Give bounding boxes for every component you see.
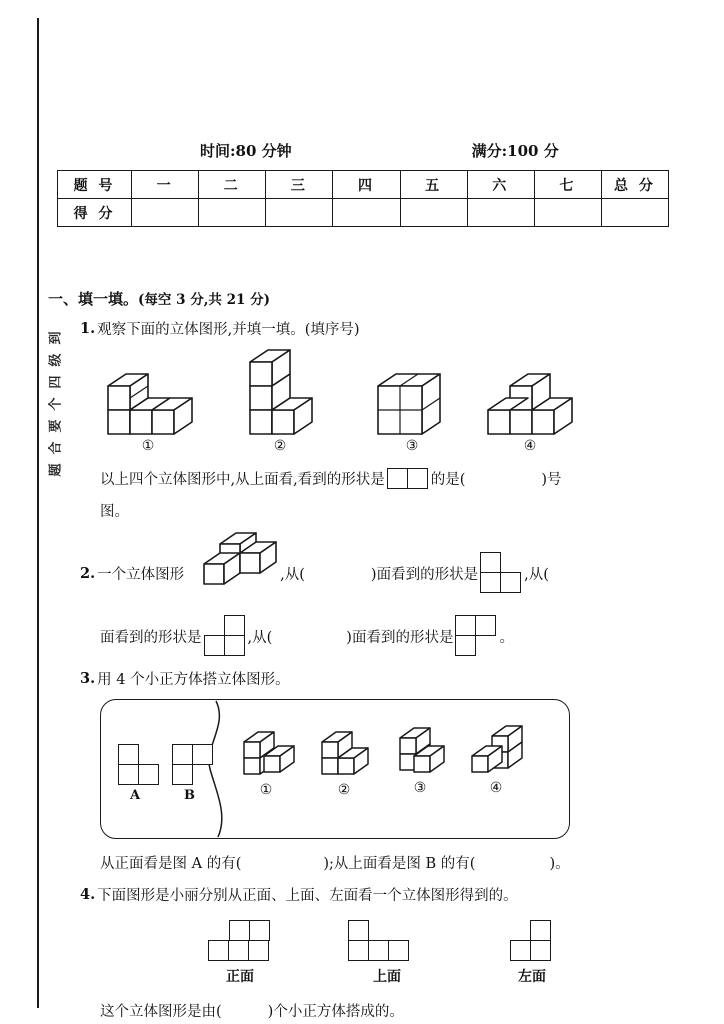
question-4-closing-line	[100, 1000, 404, 1021]
section-1-title-sub: (每空 3 分,共 21 分)	[138, 292, 270, 308]
cell	[228, 940, 249, 961]
q2-view-shape-3	[455, 615, 497, 657]
score-cell-2[interactable]	[199, 199, 266, 227]
q2-solid-figure	[196, 528, 292, 594]
left-margin-rule	[37, 18, 39, 1008]
cell	[224, 615, 245, 636]
q3-flat-label-A: A	[130, 788, 141, 803]
question-2-t3: )面看到的形状是	[370, 566, 479, 583]
q2-view-shape-2	[204, 615, 246, 657]
question-2-t1: 一个立体图形	[97, 566, 185, 583]
q1-figure-2	[238, 348, 358, 454]
cell	[208, 940, 229, 961]
q3-solid-figure-3	[392, 722, 458, 796]
score-cell-1[interactable]	[132, 199, 199, 227]
question-1-number: 1.	[80, 320, 96, 337]
q3-solid-label-3: ③	[413, 780, 427, 796]
question-4-number: 4.	[80, 886, 96, 903]
question-2-t7: )面看到的形状是	[346, 629, 454, 646]
cell	[455, 635, 476, 656]
question-1-prompt-d: 图。	[100, 504, 129, 520]
q3-solid-figure-2	[318, 728, 380, 798]
question-2-number: 2.	[80, 564, 96, 582]
cell	[192, 744, 213, 765]
question-1-prompt-line1	[100, 468, 562, 489]
cell	[204, 635, 225, 656]
q1-figure-4-label: ④	[523, 438, 537, 454]
row-label-score: 得 分	[58, 199, 132, 227]
q1-figure-2-label: ②	[273, 438, 287, 454]
q3-solid-label-4: ④	[489, 780, 503, 796]
question-2-line2	[100, 615, 514, 657]
q2-view-shape-1	[480, 552, 522, 594]
col-1: 一	[132, 171, 199, 199]
question-2-t5: 面看到的形状是	[100, 629, 202, 646]
cell	[348, 920, 369, 941]
question-1-prompt-b: 的是(	[430, 472, 466, 488]
cell	[229, 920, 250, 941]
cell	[172, 744, 193, 765]
section-1-title-main: 一、填一填。	[48, 290, 139, 308]
question-2-t2: ,从(	[280, 566, 305, 583]
score-cell-4[interactable]	[333, 199, 400, 227]
question-4-stem	[80, 884, 518, 905]
cell	[530, 920, 551, 941]
cell	[455, 615, 476, 636]
question-3-answer-line	[100, 852, 570, 873]
cell	[368, 940, 389, 961]
q3-solid-figure-1	[240, 728, 300, 798]
q4-view-caption-left: 左面	[518, 969, 546, 985]
q4-view-top-shape	[348, 920, 412, 963]
cell	[475, 615, 496, 636]
q3-flat-shape-B	[172, 744, 234, 786]
question-3-number: 3.	[80, 670, 96, 687]
q1-top-view-shape	[387, 468, 429, 489]
q4-view-left-shape	[510, 920, 553, 963]
score-cell-7[interactable]	[534, 199, 601, 227]
cell	[388, 940, 409, 961]
question-1-prompt-c: )号	[541, 472, 562, 488]
cell	[118, 764, 139, 785]
q4-view-front-shape	[208, 920, 272, 963]
cell	[480, 572, 501, 593]
score-cell-3[interactable]	[266, 199, 333, 227]
score-cell-5[interactable]	[400, 199, 467, 227]
cell	[138, 764, 159, 785]
exam-full-score: 满分:100 分	[471, 142, 559, 160]
row-label-question-no: 题 号	[58, 171, 132, 199]
table-row-scores	[58, 199, 669, 227]
section-1-title	[48, 288, 270, 309]
q3-flat-label-B: B	[184, 788, 195, 803]
q1-figure-1-label: ①	[141, 438, 155, 454]
col-5: 五	[400, 171, 467, 199]
table-row-header	[58, 171, 669, 199]
question-3-text: 用 4 个小正方体搭立体图形。	[97, 672, 290, 688]
col-2: 二	[199, 171, 266, 199]
q1-figure-3-label: ③	[405, 438, 419, 454]
cell	[249, 920, 270, 941]
q3-solid-figure-4	[466, 722, 532, 796]
cell	[248, 940, 269, 961]
question-1-prompt-a: 以上四个立体图形中,从上面看,看到的形状是	[100, 472, 385, 488]
question-1-stem	[80, 318, 360, 339]
col-4: 四	[333, 171, 400, 199]
col-3: 三	[266, 171, 333, 199]
question-1-prompt-line2	[100, 500, 129, 521]
question-2-t6: ,从(	[247, 629, 273, 646]
exam-meta-line	[60, 140, 680, 161]
exam-time: 时间:80 分钟	[200, 142, 292, 160]
q3-solid-label-1: ①	[259, 782, 273, 798]
col-6: 六	[467, 171, 534, 199]
cell	[510, 940, 531, 961]
cell	[224, 635, 245, 656]
q3-solid-label-2: ②	[337, 782, 351, 798]
question-4-closing-a: 这个立体图形是由(	[100, 1004, 222, 1020]
question-2-t8: 。	[499, 629, 514, 646]
question-4-closing-b: )个小正方体搭成的。	[267, 1004, 404, 1020]
cell	[387, 468, 408, 489]
question-4-text: 下面图形是小丽分别从正面、上面、左面看一个立体图形得到的。	[97, 888, 518, 904]
question-2-line1	[80, 552, 591, 594]
question-3-stem	[80, 668, 290, 689]
cell	[118, 744, 139, 765]
cell	[500, 572, 521, 593]
cell	[172, 764, 193, 785]
question-1-text: 观察下面的立体图形,并填一填。(填序号)	[97, 322, 360, 338]
vertical-side-label: 题合要个四级到	[48, 322, 64, 477]
q1-figure-3	[370, 368, 490, 454]
score-cell-6[interactable]	[467, 199, 534, 227]
q1-figure-1	[100, 368, 230, 454]
cell	[530, 940, 551, 961]
question-3-answer-b: );从上面看是图 B 的有(	[323, 856, 476, 872]
question-2-t4: ,从(	[524, 566, 549, 583]
q1-figure-4	[480, 366, 610, 454]
score-cell-total[interactable]	[601, 199, 668, 227]
cell	[480, 552, 501, 573]
score-table	[57, 170, 669, 227]
q3-flat-shape-A	[118, 744, 180, 786]
question-3-answer-c: )。	[549, 856, 570, 872]
question-3-answer-a: 从正面看是图 A 的有(	[100, 856, 242, 872]
cell	[348, 940, 369, 961]
q4-view-caption-top: 上面	[373, 969, 401, 985]
col-7: 七	[534, 171, 601, 199]
col-total: 总 分	[601, 171, 668, 199]
q4-view-caption-front: 正面	[226, 969, 254, 985]
cell	[407, 468, 428, 489]
